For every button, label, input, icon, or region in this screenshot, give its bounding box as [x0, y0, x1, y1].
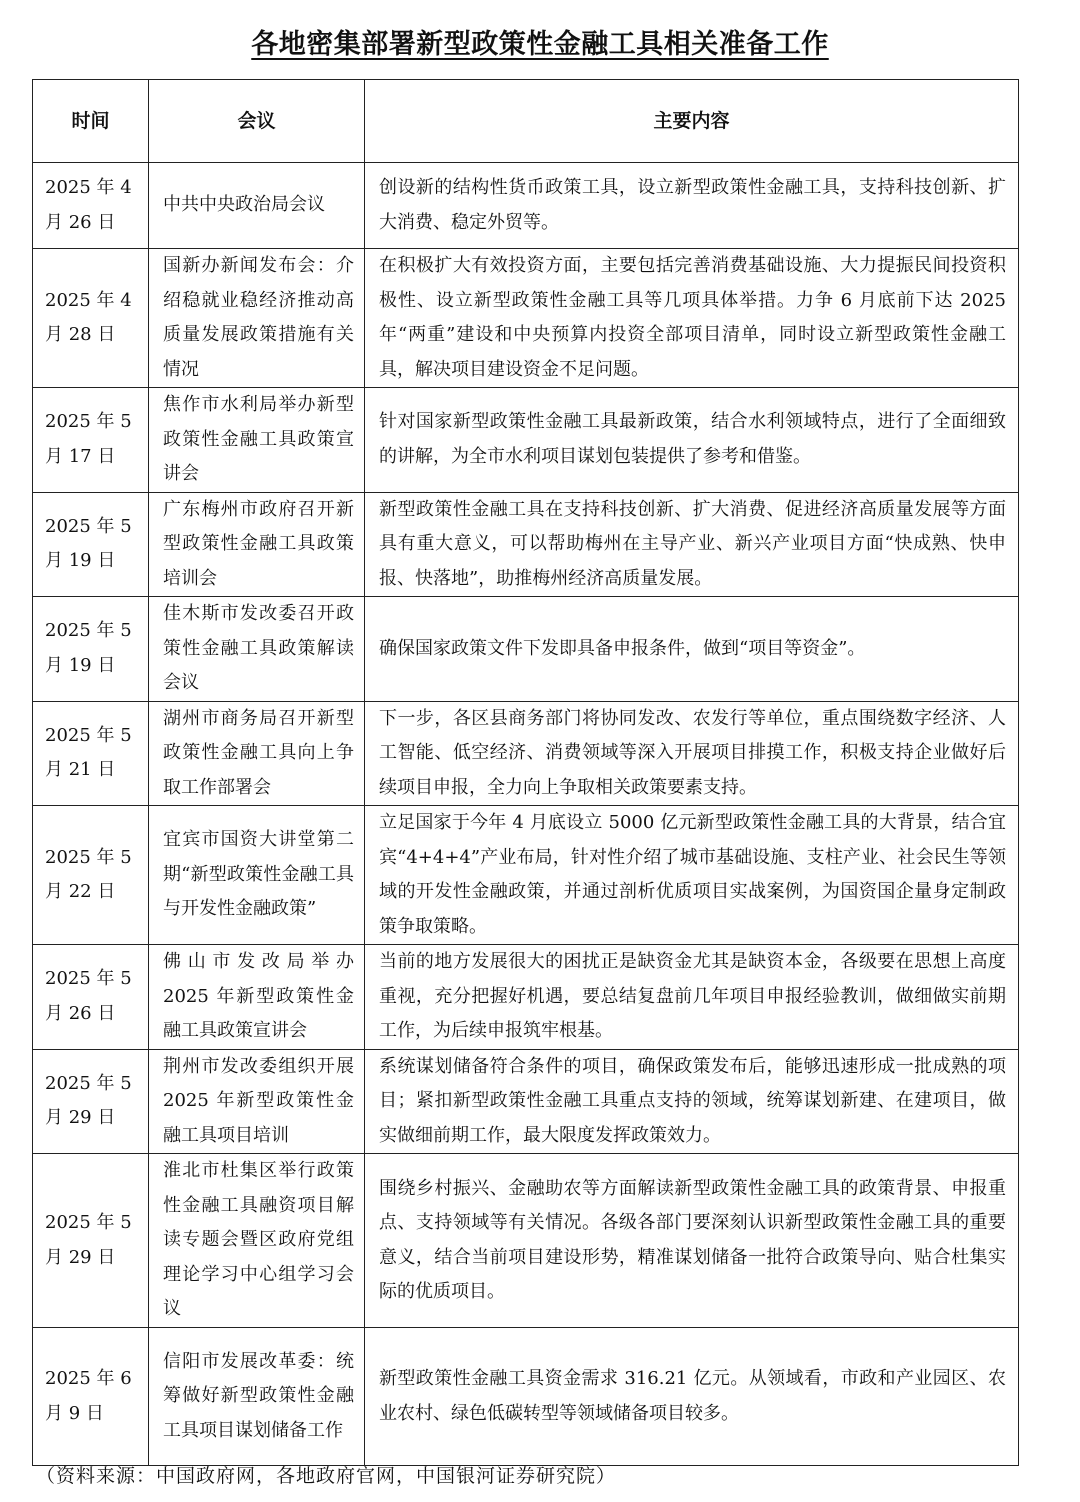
row-date: 2025 年 5 月 19 日: [33, 492, 149, 597]
table-row: [33, 492, 1019, 597]
table-row: [33, 701, 1019, 806]
row-meeting: 湖州市商务局召开新型政策性金融工具向上争取工作部署会: [149, 701, 365, 806]
header-meeting: 会议: [149, 80, 365, 163]
row-date: 2025 年 4 月 28 日: [33, 249, 149, 388]
row-date: 2025 年 5 月 26 日: [33, 945, 149, 1050]
table-row: [33, 249, 1019, 388]
row-meeting: 淮北市杜集区举行政策性金融工具融资项目解读专题会暨区政府党组理论学习中心组学习会议: [149, 1154, 365, 1328]
row-date: 2025 年 5 月 22 日: [33, 806, 149, 945]
row-content: 下一步，各区县商务部门将协同发改、农发行等单位，重点围绕数字经济、人工智能、低空经济、消费领域等深入开展项目排摸工作，积极支持企业做好后续项目申报，全力向上争取相关政策要素支持。: [365, 701, 1019, 806]
row-content: 针对国家新型政策性金融工具最新政策，结合水利领域特点，进行了全面细致的讲解，为全市水利项目谋划包装提供了参考和借鉴。: [365, 388, 1019, 493]
row-meeting: 焦作市水利局举办新型政策性金融工具政策宣讲会: [149, 388, 365, 493]
table-row: [33, 1049, 1019, 1154]
row-content: 新型政策性金融工具在支持科技创新、扩大消费、促进经济高质量发展等方面具有重大意义，可以帮助梅州在主导产业、新兴产业项目方面“快成熟、快申报、快落地”，助推梅州经济高质量发展。: [365, 492, 1019, 597]
row-meeting: 广东梅州市政府召开新型政策性金融工具政策培训会: [149, 492, 365, 597]
row-content: 创设新的结构性货币政策工具，设立新型政策性金融工具，支持科技创新、扩大消费、稳定外贸等。: [365, 163, 1019, 249]
row-date: 2025 年 4 月 26 日: [33, 163, 149, 249]
row-date: 2025 年 6 月 9 日: [33, 1328, 149, 1466]
header-date: 时间: [33, 80, 149, 163]
page-title: [0, 22, 1080, 61]
table-row: [33, 597, 1019, 702]
row-meeting: 宜宾市国资大讲堂第二期“新型政策性金融工具与开发性金融政策”: [149, 806, 365, 945]
row-content: 确保国家政策文件下发即具备申报条件，做到“项目等资金”。: [365, 597, 1019, 702]
table-header-row: [33, 80, 1019, 163]
row-content: 当前的地方发展很大的困扰正是缺资金尤其是缺资本金，各级要在思想上高度重视，充分把握好机遇，要总结复盘前几年项目申报经验教训，做细做实前期工作，为后续申报筑牢根基。: [365, 945, 1019, 1050]
row-date: 2025 年 5 月 29 日: [33, 1049, 149, 1154]
row-content: 立足国家于今年 4 月底设立 5000 亿元新型政策性金融工具的大背景，结合宜宾“4+4+4”产业布局，针对性介绍了城市基础设施、支柱产业、社会民生等领域的开发性金融政策，并通过剖析优质项目实战案例，为国资国企量身定制政策争取策略。: [365, 806, 1019, 945]
row-content: 在积极扩大有效投资方面，主要包括完善消费基础设施、大力提振民间投资积极性、设立新型政策性金融工具等几项具体举措。力争 6 月底前下达 2025 年“两重”建设和中央预算内投资全部项目清单，同时设立新型政策性金融工具，解决项目建设资金不足问题。: [365, 249, 1019, 388]
table-row: [33, 806, 1019, 945]
page-title-text: 各地密集部署新型政策性金融工具相关准备工作: [251, 29, 829, 60]
table-row: [33, 945, 1019, 1050]
header-content: 主要内容: [365, 80, 1019, 163]
row-meeting: 荆州市发改委组织开展 2025 年新型政策性金融工具项目培训: [149, 1049, 365, 1154]
table-row: [33, 388, 1019, 493]
row-meeting: 国新办新闻发布会：介绍稳就业稳经济推动高质量发展政策措施有关情况: [149, 249, 365, 388]
row-date: 2025 年 5 月 17 日: [33, 388, 149, 493]
row-content: 新型政策性金融工具资金需求 316.21 亿元。从领域看，市政和产业园区、农业农村、绿色低碳转型等领域储备项目较多。: [365, 1328, 1019, 1466]
row-date: 2025 年 5 月 19 日: [33, 597, 149, 702]
table-row: [33, 1328, 1019, 1466]
policy-meetings-table: [32, 79, 1019, 1466]
source-note: （资料来源：中国政府网，各地政府官网，中国银河证券研究院）: [36, 1465, 617, 1487]
table-row: [33, 1154, 1019, 1328]
row-meeting: 信阳市发展改革委：统筹做好新型政策性金融工具项目谋划储备工作: [149, 1328, 365, 1466]
row-meeting: 佛山市发改局举办 2025 年新型政策性金融工具政策宣讲会: [149, 945, 365, 1050]
row-content: 围绕乡村振兴、金融助农等方面解读新型政策性金融工具的政策背景、申报重点、支持领域等有关情况。各级各部门要深刻认识新型政策性金融工具的重要意义，结合当前项目建设形势，精准谋划储备一批符合政策导向、贴合杜集实际的优质项目。: [365, 1154, 1019, 1328]
row-date: 2025 年 5 月 29 日: [33, 1154, 149, 1328]
row-content: 系统谋划储备符合条件的项目，确保政策发布后，能够迅速形成一批成熟的项目；紧扣新型政策性金融工具重点支持的领域，统筹谋划新建、在建项目，做实做细前期工作，最大限度发挥政策效力。: [365, 1049, 1019, 1154]
row-meeting: 中共中央政治局会议: [149, 163, 365, 249]
row-date: 2025 年 5 月 21 日: [33, 701, 149, 806]
row-meeting: 佳木斯市发改委召开政策性金融工具政策解读会议: [149, 597, 365, 702]
table-row: [33, 163, 1019, 249]
